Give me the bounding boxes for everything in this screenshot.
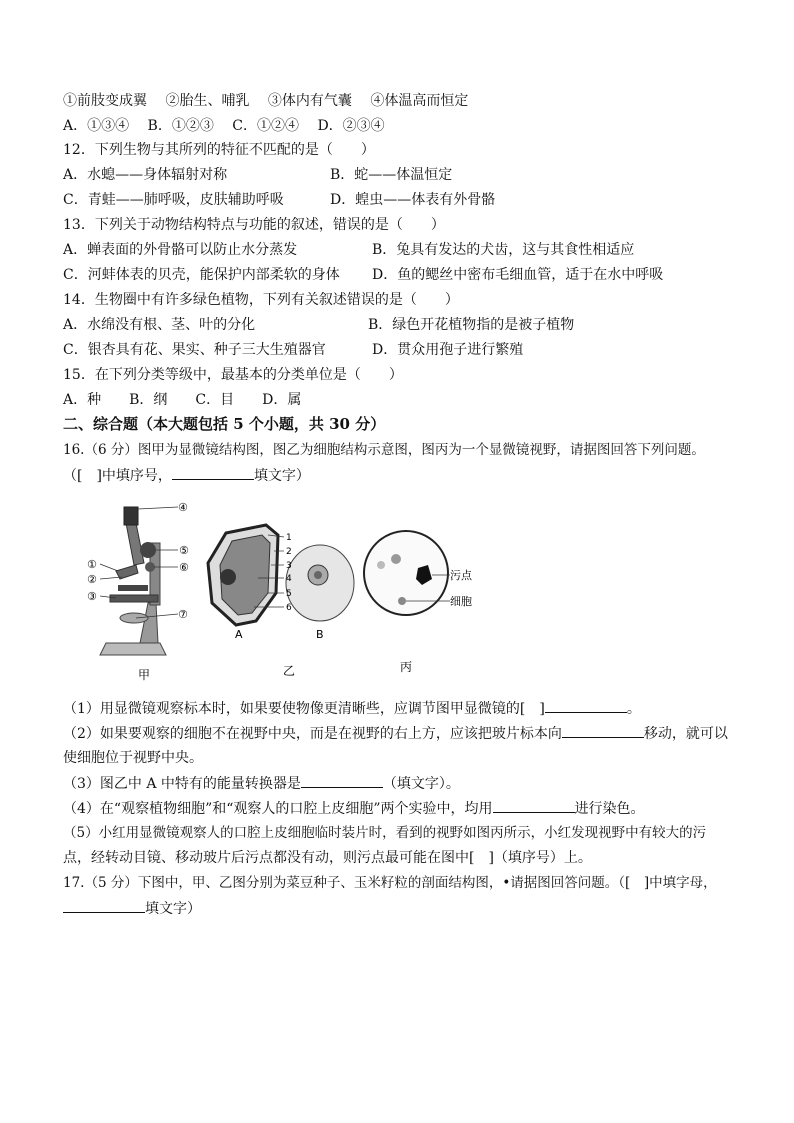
- marker-5: ⑤: [179, 544, 189, 557]
- q16-note-b: 填文字）: [253, 468, 310, 484]
- marker-2: ②: [87, 573, 97, 586]
- q13-option-a: A．蝉表面的外骨骼可以防止水分蒸发: [63, 242, 298, 258]
- q12-option-b: B．蛇——体温恒定: [330, 167, 453, 183]
- q17-note: [63, 899, 201, 918]
- q16-note-a: （[ ]中填序号，: [63, 468, 172, 484]
- q17-note-text: 填文字）: [145, 901, 201, 917]
- microscope-diagram: [87, 501, 189, 682]
- answer-blank: [301, 774, 383, 788]
- q14-option-d: D．贯众用孢子进行繁殖: [372, 342, 524, 358]
- figure-microscope-cells: [78, 493, 478, 683]
- answer-blank: [562, 724, 644, 738]
- q12-option-c: C．青蛙——肺呼吸，皮肤辅助呼吸: [63, 192, 284, 208]
- cell-diagram: [208, 525, 354, 678]
- marker-4: ④: [178, 501, 188, 514]
- q16-sub2-cont: 使细胞位于视野中央。: [63, 750, 203, 766]
- q11-options: A．①③④ B．①②③ C．①②④ D．②③④: [63, 118, 385, 134]
- q16-sub1-text: （1）用显微镜观察标本时，如果要使物像更清晰些，应调节图甲显微镜的[ ]: [63, 701, 545, 717]
- q15-stem: 15．在下列分类等级中，最基本的分类单位是（ ）: [63, 367, 403, 383]
- q16-sub2: [63, 724, 728, 743]
- label-A: A: [235, 628, 243, 641]
- q11-statements: ①前肢变成翼 ②胎生、哺乳 ③体内有气囊 ④体温高而恒定: [63, 93, 469, 109]
- q16-sub5: （5）小红用显微镜观察人的口腔上皮细胞临时装片时，看到的视野如图丙所示，小红发现视野中有较大的污: [63, 825, 707, 841]
- q16-note: [63, 466, 310, 485]
- q13-option-c: C．河蚌体表的贝壳，能保护内部柔软的身体: [63, 267, 340, 283]
- q12-option-a: A．水螅——身体辐射对称: [63, 167, 228, 183]
- marker-6: ⑥: [179, 561, 189, 574]
- q16-sub3-text: （3）图乙中 A 中特有的能量转换器是: [63, 776, 301, 792]
- answer-blank: [63, 899, 145, 913]
- label-wudian: 污点: [450, 569, 472, 582]
- q16-sub3: [63, 774, 460, 793]
- label-B: B: [316, 628, 324, 641]
- answer-blank: [545, 699, 627, 713]
- q16-stem: 16.（6 分）图甲为显微镜结构图，图乙为细胞结构示意图，图丙为一个显微镜视野，请据图回答下列问题。: [63, 442, 705, 458]
- microscope-view: [364, 531, 473, 674]
- marker-1: ①: [87, 558, 97, 571]
- q16-sub4-end: 进行染色。: [574, 801, 645, 817]
- q13-option-b: B．兔具有发达的犬齿，这与其食性相适应: [372, 242, 635, 258]
- q14-option-a: A．水绵没有根、茎、叶的分化: [63, 317, 256, 333]
- q16-sub3-end: （填文字）。: [382, 776, 460, 792]
- q12-option-d: D．蝗虫——体表有外骨骼: [330, 192, 496, 208]
- q16-sub1-end: 。: [626, 701, 641, 717]
- label-yi: 乙: [283, 664, 296, 678]
- q14-option-b: B．绿色开花植物指的是被子植物: [368, 317, 575, 333]
- num-1: 1: [286, 533, 292, 543]
- q14-stem: 14．生物圈中有许多绿色植物，下列有关叙述错误的是（ ）: [63, 292, 459, 308]
- section-heading: 二、综合题（本大题包括 5 个小题，共 30 分）: [63, 415, 386, 433]
- q16-sub1: [63, 699, 641, 718]
- q16-sub4-text: （4）在“观察植物细胞”和“观察人的口腔上皮细胞”两个实验中，均用: [63, 801, 493, 817]
- num-3: 3: [286, 561, 292, 571]
- q14-option-c: C．银杏具有花、果实、种子三大生殖器官: [63, 342, 326, 358]
- answer-blank: [493, 799, 575, 813]
- label-bing: 丙: [400, 660, 413, 674]
- q12-stem: 12．下列生物与其所列的特征不匹配的是（ ）: [63, 142, 375, 158]
- label-jia: 甲: [138, 668, 151, 682]
- num-5: 5: [286, 589, 292, 599]
- q13-stem: 13．下列关于动物结构特点与功能的叙述，错误的是（ ）: [63, 217, 445, 233]
- q15-options: A．种 B．纲 C．目 D．属: [63, 392, 302, 408]
- q16-sub5-cont: 点，经转动目镜、移动玻片后污点都没有动，则污点最可能在图中[ ]（填序号）上。: [63, 850, 592, 866]
- q16-sub4: [63, 799, 645, 818]
- marker-7: ⑦: [178, 608, 188, 621]
- answer-blank: [172, 466, 254, 480]
- q13-option-d: D．鱼的鳃丝中密布毛细血管，适于在水中呼吸: [372, 267, 664, 283]
- q16-sub2-text: （2）如果要观察的细胞不在视野中央，而是在视野的右上方，应该把玻片标本向: [63, 726, 562, 742]
- num-4: 4: [286, 574, 292, 584]
- num-6: 6: [286, 603, 292, 613]
- q17-stem: 17.（5 分）下图中，甲、乙图分别为菜豆种子、玉米籽粒的剖面结构图，•请据图回答问题。（[ ]中填字母，: [63, 875, 717, 891]
- label-xibao: 细胞: [450, 595, 472, 608]
- q16-sub2-end: 移动，就可以: [643, 726, 728, 742]
- marker-3: ③: [87, 590, 97, 603]
- num-2: 2: [286, 547, 292, 557]
